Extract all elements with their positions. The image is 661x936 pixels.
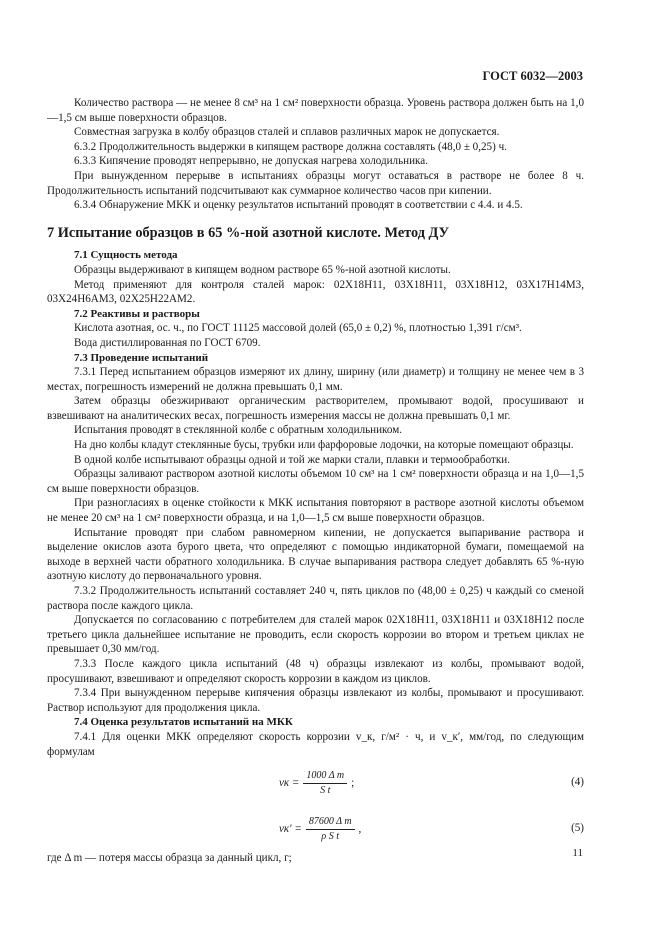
paragraph: Метод применяют для контроля сталей марок: 02Х18Н11, 03Х18Н11, 03Х18Н12, 03Х17Н14М3, 03Х24Н6АМ3, 02Х25Н22АМ2.: [47, 278, 584, 306]
paragraph: При разногласиях в оценке стойкости к МКК испытания повторяют в растворе азотной кислоты объемом не менее 20 см³ на 1 см² поверхности образца, и на 1,0—1,5 см выше поверхности образцов.: [47, 497, 584, 525]
numerator: 1000 Δ m: [303, 770, 347, 784]
formula-tail: ;: [351, 776, 355, 789]
paragraph: Испытание проводят при слабом равномерном кипении, не допускается выпаривание раствора и выделение окислов азота бурого цвета, что определяют с помощью индикаторной бумаги, помещаемой на выходе в верхней части обратного холодильника. В случае выпаривания раствора следует добавлять 65 %-ную азотную кислоту до первоначального уровня.: [47, 526, 584, 583]
numerator: 87600 Δ m: [306, 816, 355, 830]
formula-tail: ,: [358, 822, 362, 835]
paragraph: 7.3.4 При вынужденном перерыве кипячения образцы извлекают из колбы, промывают и просушивают. Раствор используют для продолжения цикла.: [47, 687, 584, 714]
denominator: S t: [320, 784, 331, 796]
subsection-title: 7.2 Реактивы и растворы: [74, 307, 200, 320]
paragraph: 6.3.3 Кипячение проводят непрерывно, не допуская нагрева холодильника.: [74, 155, 428, 168]
paragraph: 7.3.2 Продолжительность испытаний составляет 240 ч, пять циклов по (48,00 ± 0,25) ч каждый со сменой раствора после каждого цикла.: [47, 585, 584, 612]
paragraph: Совместная загрузка в колбу образцов сталей и сплавов различных марок не допускается.: [74, 126, 500, 139]
subsection-title: 7.4 Оценка результатов испытаний на МКК: [74, 716, 293, 729]
paragraph: На дно колбы кладут стеклянные бусы, трубки или фарфоровые лодочки, на которые помещают образцы.: [74, 439, 574, 452]
formula-4: [47, 765, 584, 807]
paragraph: Допускается по согласованию с потребителем для сталей марок 02Х18Н11, 03Х18Н11 и 03Х18Н12 после третьего цикла дальнейшее испытание не проводить, если скорость коррозии во втором и третьем циклах не превышает 0,30 мм/год.: [47, 614, 584, 656]
formula-lhs: vк′ =: [279, 822, 302, 835]
paragraph: 7.3.3 После каждого цикла испытаний (48 ч) образцы извлекают из колбы, промывают водой, просушивают, взвешивают и определяют скорость коррозии в каждом из циклов.: [47, 657, 584, 685]
paragraph: Количество раствора — не менее 8 см³ на 1 см² поверхности образца. Уровень раствора должен быть на 1,0—1,5 см выше поверхности образцов.: [47, 97, 584, 124]
paragraph: 7.3.1 Перед испытанием образцов измеряют их длину, ширину (или диаметр) и толщину не менее чем в 3 местах, погрешность измерений не должна превышать 0,1 мм.: [47, 366, 584, 393]
fraction: [306, 816, 355, 843]
paragraph: 6.3.4 Обнаружение МКК и оценку результатов испытаний проводят в соответствии с 4.4. и 4.5.: [74, 199, 523, 212]
denominator: ρ S t: [321, 830, 339, 842]
paragraph: 7.4.1 Для оценки МКК определяют скорость коррозии v_к, г/м² · ч, и v_к′, мм/год, по следующим формулам: [47, 730, 584, 758]
equation-number: (5): [571, 822, 584, 835]
paragraph: Испытания проводят в стеклянной колбе с обратным холодильником.: [74, 424, 402, 437]
paragraph: Кислота азотная, ос. ч., по ГОСТ 11125 массовой долей (65,0 ± 0,2) %, плотностью 1,391 г/см³.: [74, 322, 522, 335]
formula-lhs: vк =: [279, 776, 300, 789]
page-content: [47, 96, 584, 866]
paragraph: где Δ m — потеря массы образца за данный цикл, г;: [47, 852, 292, 865]
paragraph: Образцы заливают раствором азотной кислоты объемом 10 см³ на 1 см² поверхности образца и на 1,0—1,5 см выше поверхности образцов.: [47, 468, 584, 495]
paragraph: 6.3.2 Продолжительность выдержки в кипящем растворе должна составлять (48,0 ± 0,25) ч.: [74, 140, 507, 153]
paragraph: Образцы выдерживают в кипящем водном растворе 65 %-ной азотной кислоты.: [74, 263, 451, 276]
fraction: [303, 770, 347, 797]
subsection-title: 7.3 Проведение испытаний: [74, 351, 209, 364]
paragraph: Вода дистиллированная по ГОСТ 6709.: [74, 336, 261, 349]
standard-code: ГОСТ 6032—2003: [482, 69, 583, 83]
formula-5: [47, 811, 584, 851]
equation-number: (4): [571, 776, 584, 789]
page-number: 11: [572, 847, 583, 859]
paragraph: В одной колбе испытывают образцы одной и той же марки стали, плавки и термообработки.: [74, 453, 510, 466]
section-title: 7 Испытание образцов в 65 %-ной азотной кислоте. Метод ДУ: [47, 224, 450, 241]
subsection-title: 7.1 Сущность метода: [74, 249, 178, 262]
paragraph: При вынужденном перерыве в испытаниях образцы могут оставаться в растворе не более 8 ч. Продолжительность испытаний подсчитывают как суммарное количество часов при кипении.: [47, 169, 584, 197]
paragraph: Затем образцы обезжиривают органическим растворителем, промывают водой, просушивают и взвешивают на аналитических весах, погрешность измерения массы не должна превышать 0,1 мг.: [47, 395, 584, 422]
